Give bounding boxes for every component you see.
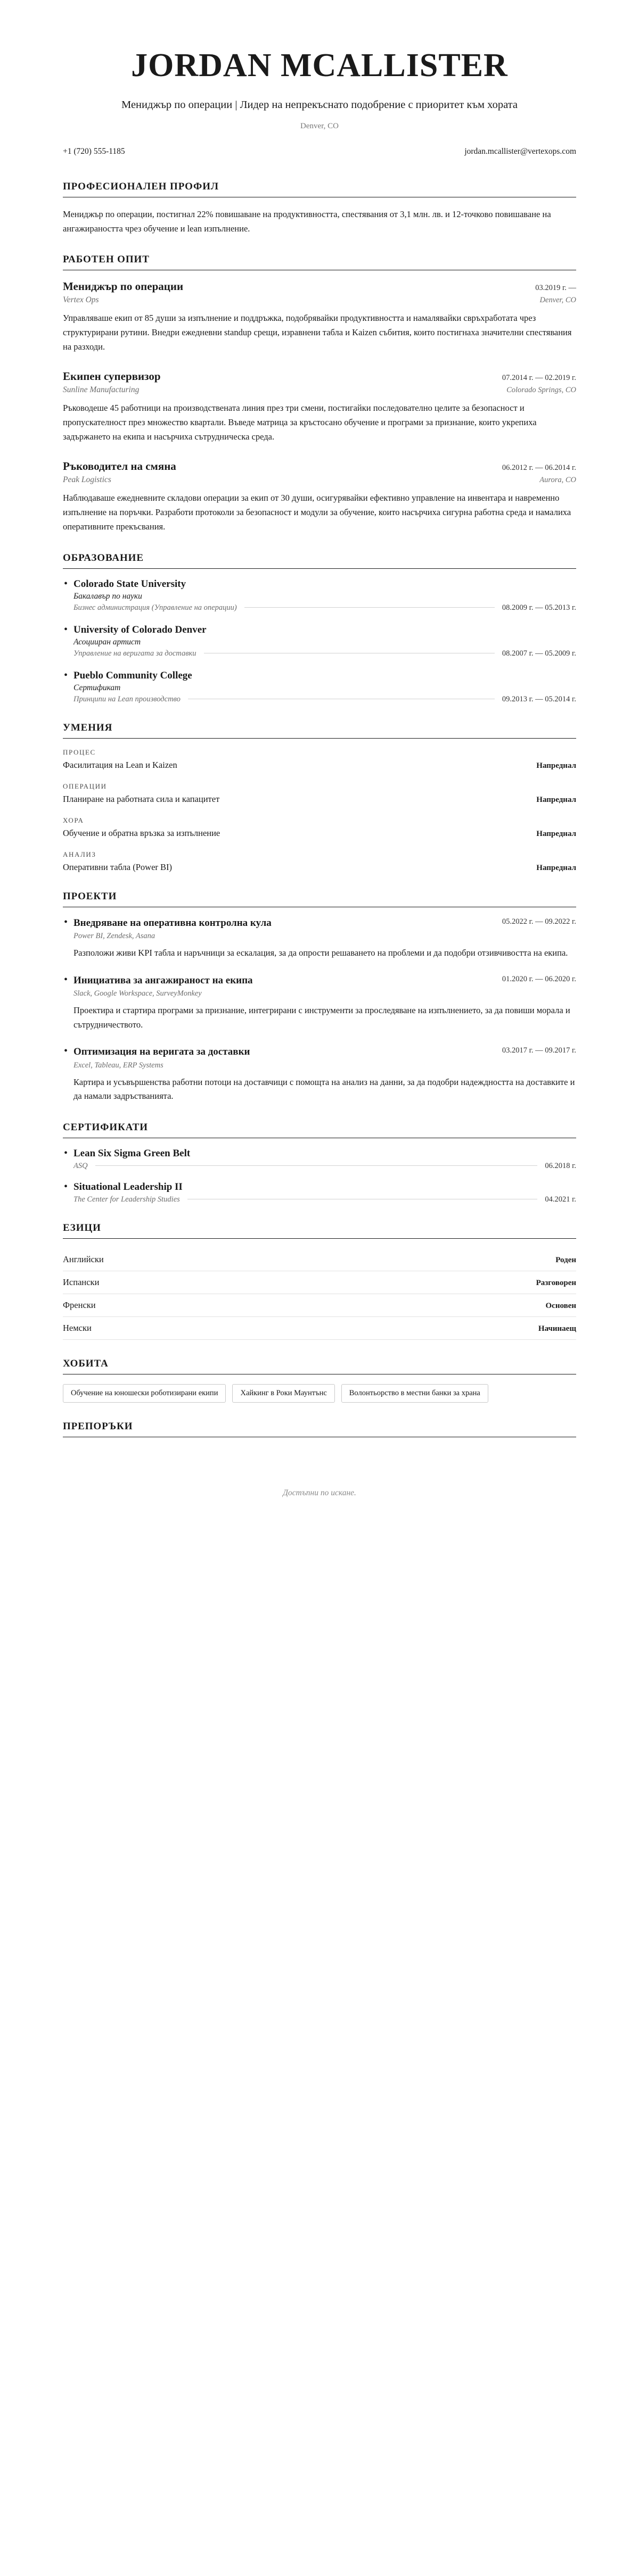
- hobby-chip: Волонтьорство в местни банки за храна: [341, 1384, 488, 1403]
- experience-head: [63, 460, 576, 473]
- language-row: [63, 1317, 576, 1340]
- section-education: [63, 552, 576, 704]
- skill-name: Оперативни табла (Power BI): [63, 862, 173, 872]
- section-projects: [63, 891, 576, 1104]
- section-title-summary: ПРОФЕСИОНАЛЕН ПРОФИЛ: [63, 181, 576, 197]
- summary-text: Мениджър по операции, постигнал 22% повишаване на продуктивността, спестявания от 3,1 млн. лв. и 12-точково повишаване на ангажираността чрез обучение и lean изпълнение.: [63, 209, 551, 234]
- language-level: Начинаещ: [538, 1324, 576, 1333]
- language-name: Немски: [63, 1322, 92, 1333]
- education-meta: [73, 695, 576, 704]
- skill-category: ХОРА: [63, 816, 84, 824]
- skill-row: [63, 794, 576, 805]
- section-title-skills: УМЕНИЯ: [63, 722, 576, 739]
- certificate-date: 04.2021 г.: [545, 1195, 576, 1204]
- hobby-chip: Обучение на юношески роботизирани екипи: [63, 1384, 226, 1403]
- language-name: Френски: [63, 1299, 96, 1310]
- experience-head: [63, 370, 576, 383]
- education-school: • University of Colorado Denver: [73, 624, 207, 635]
- experience-company: Vertex Ops: [63, 295, 99, 305]
- skill-level: Напреднал: [536, 829, 576, 838]
- section-title-experience: РАБОТЕН ОПИТ: [63, 254, 576, 270]
- experience-sub: [63, 385, 576, 395]
- skill-level: Напреднал: [536, 795, 576, 804]
- skill-row: [63, 862, 576, 873]
- resume-header: [63, 48, 576, 163]
- skill-group: [63, 850, 576, 873]
- experience-title: Ръководител на смяна: [63, 460, 176, 473]
- skill-row: [63, 828, 576, 839]
- language-row: [63, 1271, 576, 1294]
- section-title-projects: ПРОЕКТИ: [63, 891, 576, 907]
- education-school: • Colorado State University: [73, 578, 186, 590]
- education-degree: Бакалавър по науки: [73, 591, 142, 601]
- experience-dates: 06.2012 г. — 06.2014 г.: [502, 463, 576, 473]
- project-title: • Оптимизация на веригата за доставки: [73, 1046, 250, 1058]
- experience-location: Colorado Springs, CO: [506, 386, 576, 395]
- certificate-date: 06.2018 г.: [545, 1161, 576, 1170]
- project-item: [63, 974, 576, 1032]
- education-field: Бизнес администрация (Управление на операции): [73, 603, 237, 612]
- project-dates: 01.2020 г. — 06.2020 г.: [502, 974, 576, 983]
- education-field: Принципи на Lean производство: [73, 694, 181, 703]
- skill-level: Напреднал: [536, 863, 576, 872]
- page-title: JORDAN MCALLISTER: [131, 47, 508, 84]
- education-field: Управление на веригата за доставки: [73, 649, 196, 658]
- project-item: [63, 917, 576, 960]
- section-languages: [63, 1222, 576, 1340]
- project-title: • Инициатива за ангажираност на екипа: [73, 974, 253, 986]
- skill-name: Планиране на работната сила и капацитет: [63, 793, 220, 804]
- hobby-chip: Хайкинг в Роки Маунтънс: [232, 1384, 334, 1403]
- project-dates: 05.2022 г. — 09.2022 г.: [502, 917, 576, 926]
- language-level: Основен: [545, 1301, 576, 1310]
- project-description: Картира и усъвършенства работни потоци на доставчици с помощта на анализ на данни, за да подобри надеждността на доставките и да намали задръстванията.: [73, 1076, 575, 1101]
- skill-name: Обучение и обратна връзка за изпълнение: [63, 827, 220, 838]
- certificate-item: [63, 1148, 576, 1171]
- section-skills: [63, 722, 576, 873]
- section-references: [63, 1421, 576, 1498]
- project-description: Проектира и стартира програми за признание, интегрирани с инструменти за проследяване на изпълнението, за да повиши морала и сътрудничеството.: [73, 1005, 570, 1030]
- experience-item: [63, 370, 576, 444]
- divider: [95, 1165, 538, 1166]
- section-experience: [63, 254, 576, 534]
- experience-head: [63, 280, 576, 293]
- language-level: Разговорен: [536, 1278, 576, 1287]
- language-name: Английски: [63, 1254, 104, 1264]
- project-head: [73, 1046, 576, 1059]
- experience-description: Ръководеше 45 работници на производствената линия през три смени, постигайки последователно целите за безопасност и пропускателност през множество квартали. Въведе матрица за кръстосано обучение и програми за признание, които укрепиха задържането на екипа и насърчиха сътрудническа среда.: [63, 403, 537, 442]
- experience-title: Екипен супервизор: [63, 370, 161, 383]
- certificate-name: • Lean Six Sigma Green Belt: [73, 1147, 191, 1159]
- experience-sub: [63, 475, 576, 485]
- education-item: [63, 578, 576, 612]
- skill-group: [63, 748, 576, 771]
- experience-location: Denver, CO: [539, 296, 576, 305]
- skill-group: [63, 782, 576, 805]
- certificate-issuer: ASQ: [73, 1161, 88, 1170]
- section-title-references: ПРЕПОРЪКИ: [63, 1421, 576, 1437]
- experience-description: Управлявaше екип от 85 души за изпълнение и поддръжка, подобрявайки продуктивността и намалявайки свръхработата чрез структурирани рутини. Внедри ежедневни standup срещи, изравнени табла и Kaizen събития, които постигнаха значителни спестявания на разходи.: [63, 313, 572, 352]
- skill-group: [63, 816, 576, 839]
- project-tools: Excel, Tableau, ERP Systems: [73, 1061, 163, 1070]
- certificate-name: • Situational Leadership II: [73, 1181, 183, 1192]
- experience-company: Peak Logistics: [63, 475, 111, 485]
- experience-item: [63, 460, 576, 534]
- experience-sub: [63, 295, 576, 305]
- language-row: [63, 1248, 576, 1271]
- experience-dates: 07.2014 г. — 02.2019 г.: [502, 374, 576, 383]
- section-title-certificates: СЕРТИФИКАТИ: [63, 1122, 576, 1138]
- experience-description: Наблюдаваше ежедневните складови операции за екип от 30 души, осигурявайки ефективно управление на инвентара и навременно изпълнение на поръчки. Разработи протоколи за безопасност и модули за обучение, които насърчиха сигурна работна среда и намалиха оперативните прекъсвания.: [63, 493, 571, 532]
- project-head: [73, 917, 576, 930]
- education-dates: 09.2013 г. — 05.2014 г.: [502, 694, 576, 703]
- skill-category: ОПЕРАЦИИ: [63, 782, 107, 790]
- language-row: [63, 1294, 576, 1317]
- project-title: • Внедряване на оперативна контролна кула: [73, 917, 272, 929]
- education-dates: 08.2007 г. — 05.2009 г.: [502, 649, 576, 658]
- education-item: [63, 624, 576, 658]
- certificate-item: [63, 1181, 576, 1204]
- section-title-hobbies: ХОБИТА: [63, 1358, 576, 1374]
- skill-level: Напреднал: [536, 761, 576, 770]
- section-title-education: ОБРАЗОВАНИЕ: [63, 552, 576, 569]
- contact-row: [63, 147, 576, 163]
- experience-title: Мениджър по операции: [63, 280, 184, 293]
- references-note: Достъпни по искане.: [283, 1488, 356, 1497]
- education-degree: Сертификат: [73, 683, 121, 692]
- divider: [244, 607, 495, 608]
- education-school: • Pueblo Community College: [73, 669, 192, 681]
- header-location: Denver, CO: [300, 121, 339, 130]
- education-meta: [73, 603, 576, 612]
- certificate-meta: [73, 1162, 576, 1171]
- experience-item: [63, 280, 576, 354]
- project-description: Разположи живи KPI табла и наръчници за ескалация, за да опрости решаването на проблеми и да подобри отзивчивостта на екипа.: [73, 948, 568, 958]
- project-dates: 03.2017 г. — 09.2017 г.: [502, 1046, 576, 1055]
- education-item: [63, 670, 576, 704]
- language-level: Роден: [555, 1255, 576, 1264]
- section-certificates: [63, 1122, 576, 1204]
- professional-headline: Мениджър по операции | Лидер на непрекъснато подобрение с приоритет към хората: [121, 98, 518, 111]
- contact-email[interactable]: jordan.mcallister@vertexops.com: [464, 146, 576, 156]
- experience-dates: 03.2019 г. —: [535, 284, 576, 293]
- education-meta: [73, 649, 576, 658]
- skill-name: Фасилитация на Lean и Kaizen: [63, 759, 177, 770]
- certificate-meta: [73, 1195, 576, 1204]
- education-degree: Асоцииран артист: [73, 637, 141, 647]
- hobby-chip-list: [63, 1384, 576, 1403]
- certificate-issuer: The Center for Leadership Studies: [73, 1195, 180, 1204]
- skill-category: АНАЛИЗ: [63, 850, 96, 858]
- project-item: [63, 1046, 576, 1103]
- education-dates: 08.2009 г. — 05.2013 г.: [502, 603, 576, 612]
- skill-category: ПРОЦЕС: [63, 748, 96, 756]
- project-tools: Slack, Google Workspace, SurveyMonkey: [73, 989, 202, 998]
- project-tools: Power BI, Zendesk, Asana: [73, 932, 155, 941]
- spacer: [63, 1447, 576, 1467]
- skill-row: [63, 760, 576, 771]
- section-hobbies: [63, 1358, 576, 1403]
- section-title-languages: ЕЗИЦИ: [63, 1222, 576, 1239]
- section-summary: [63, 181, 576, 236]
- contact-phone[interactable]: +1 (720) 555-1185: [63, 146, 125, 156]
- experience-location: Aurora, CO: [539, 476, 576, 485]
- project-head: [73, 974, 576, 988]
- experience-company: Sunline Manufacturing: [63, 385, 140, 395]
- language-name: Испански: [63, 1277, 100, 1287]
